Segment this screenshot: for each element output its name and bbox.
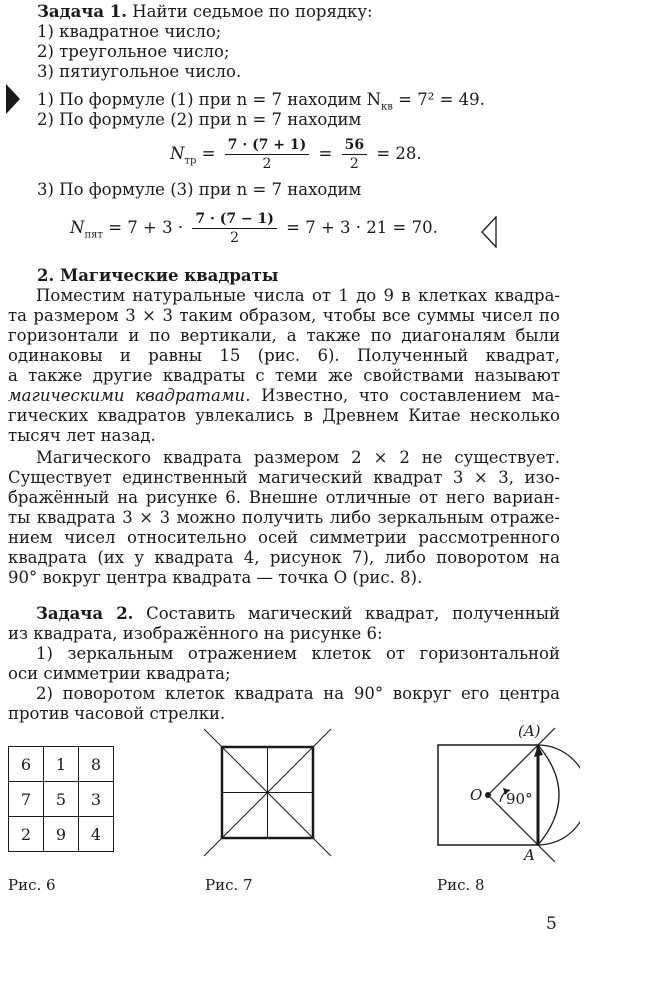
paragraph-line: нием чисел относительно осей симметрии рассмотренного: [8, 528, 560, 547]
square-cell: 7: [9, 782, 44, 817]
task1-item-2: 2) треугольное число;: [37, 42, 230, 61]
task2-line: 1) зеркальным отражением клеток от горизонтальной: [36, 644, 560, 663]
square-cell: 8: [79, 747, 114, 782]
caption-fig6: Рис. 6: [8, 876, 56, 894]
task2-line: из квадрата, изображённого на рисунке 6:: [8, 624, 383, 643]
solution-step-2: 2) По формуле (2) при n = 7 находим: [37, 110, 362, 129]
square-cell: 4: [79, 817, 114, 852]
paragraph-line: одинаковы и равны 15 (рис. 6). Полученный квадрат,: [8, 346, 560, 365]
paragraph-line: горизонтали и по вертикали, а также по диагоналям были: [8, 326, 560, 345]
angle-label: 90°: [506, 790, 533, 808]
paragraph-line: Существует единственный магический квадрат 3 × 3, изо-: [8, 468, 560, 487]
caption-fig7: Рис. 7: [205, 876, 253, 894]
task1-item-1: 1) квадратное число;: [37, 22, 222, 41]
solution-step-1: 1) По формуле (1) при n = 7 находим $N_{кв} = 7^2 = 49$.: [37, 90, 485, 113]
paragraph-line: бражённый на рисунке 6. Внешне отличные от него вариан-: [8, 488, 560, 507]
point-label-a-rotated: (A): [518, 722, 541, 740]
caption-fig8: Рис. 8: [437, 876, 485, 894]
task1-title: Задача 1. Найти седьмое по порядку:: [37, 2, 373, 21]
paragraph-line: Магического квадрата размером 2 × 2 не существует.: [36, 448, 560, 467]
square-cell: 5: [44, 782, 79, 817]
task2-line: против часовой стрелки.: [8, 704, 226, 723]
rotation-figure: [430, 722, 580, 867]
point-label-a: A: [524, 846, 535, 864]
paragraph-line: тысяч лет назад.: [8, 426, 156, 445]
point-label-o: O: [470, 786, 483, 804]
paragraph-line: Поместим натуральные числа от 1 до 9 в клетках квадра-: [36, 286, 560, 305]
square-cell: 9: [44, 817, 79, 852]
solution-start-marker-icon: [6, 84, 20, 114]
task1-item-3: 3) пятиугольное число.: [37, 62, 242, 81]
solution-end-marker-icon: [480, 216, 498, 248]
paragraph-line: гических квадратов увлекались в Древнем Китае несколько: [8, 406, 560, 425]
task2-line: 2) поворотом клеток квадрата на 90° вокруг его центра: [36, 684, 560, 703]
formula-triangular: $N_{тр}$ = $\frac{7 \cdot (7 + 1)}{2}$ = $\frac{56}{2}$ = 28.: [170, 137, 422, 172]
solution-step-3: 3) По формуле (3) при n = 7 находим: [37, 180, 362, 199]
section-title: 2. Магические квадраты: [37, 266, 279, 285]
paragraph-line: та размером 3 × 3 таким образом, чтобы все суммы чисел по: [8, 306, 560, 325]
square-cell: 2: [9, 817, 44, 852]
square-cell: 6: [9, 747, 44, 782]
term-magic-squares: магическими квадратами: [8, 386, 246, 405]
task2-line: оси симметрии квадрата;: [8, 664, 231, 683]
symmetry-axes-figure: [200, 725, 335, 860]
square-cell: 3: [79, 782, 114, 817]
magic-square-table: [8, 746, 114, 852]
paragraph-line: магическими квадратами. Известно, что составлением ма-: [8, 386, 560, 405]
task2-line: Задача 2. Составить магический квадрат, полученный: [36, 604, 560, 623]
formula-pentagonal: $N_{пят} = 7 + 3$ · $\frac{7 \cdot (7 - 1)}{2}$ = 7 + 3 · 21 = 70.: [70, 211, 438, 246]
square-cell: 1: [44, 747, 79, 782]
paragraph-line: квадрата (их у квадрата 4, рисунок 7), либо поворотом на: [8, 548, 560, 567]
paragraph-line: 90° вокруг центра квадрата — точка O (рис. 8).: [8, 568, 423, 587]
page-number: 5: [546, 914, 557, 934]
paragraph-line: ты квадрата 3 × 3 можно получить либо зеркальным отраже-: [8, 508, 560, 527]
paragraph-line: а также другие квадраты с теми же свойствами называют: [8, 366, 560, 385]
